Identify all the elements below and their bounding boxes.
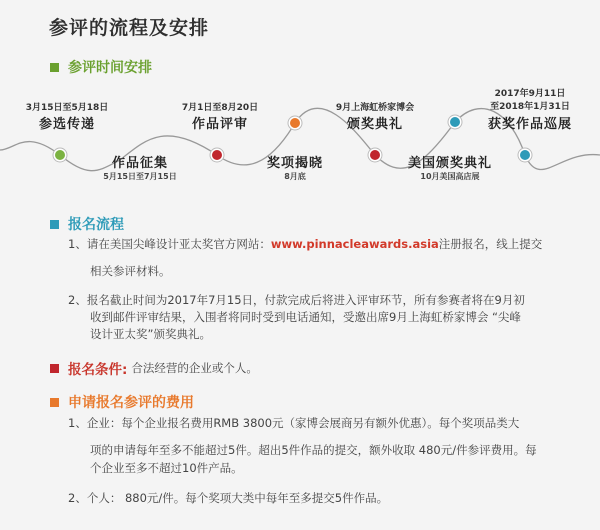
registration-item-2-line3: 设计亚太奖”颁奖典礼。: [90, 327, 211, 341]
fees-section-header: [50, 392, 194, 412]
milestone-6-name: 美国颁奖典礼: [407, 156, 492, 171]
registration-item-2-line2: 收到邮件评审结果，入围者将同时受到电话通知，受邀出席9月上海虹桥家博会 “尖峰: [90, 310, 521, 324]
registration-item-1: [68, 235, 588, 253]
milestone-5-date: 9月上海虹桥家博会: [335, 103, 415, 113]
milestone-5-name: 颁奖典礼: [346, 117, 403, 132]
red-square-icon: [50, 364, 59, 373]
timeline-dot-5: [448, 115, 462, 129]
milestone-1-name: 参选传递: [38, 117, 95, 132]
milestone-7-date-line1: 2017年9月11日: [494, 89, 566, 99]
milestone-2-date: 5月15日至7月15日: [103, 172, 177, 181]
timeline-dot-2: [210, 148, 224, 162]
fees-item-1-line1: 1、企业：每个企业报名费用RMB 3800元（家博会展商另有额外优惠）。每个奖项品类大: [68, 416, 520, 430]
fees-item-1-line3: 个企业至多不超过10件产品。: [90, 461, 243, 475]
fees-item-2-line1: 2、个人： 880元/件。每个奖项大类中每年至多提交5件作品。: [68, 491, 389, 505]
timeline-dot-6: [518, 148, 532, 162]
registration-section-header: [50, 214, 124, 234]
milestone-3-name: 作品评审: [191, 117, 248, 132]
registration-item-2-line1: 2、报名截止时间为2017年7月15日，付款完成后将进入评审环节，所有参赛者将在9月初: [68, 293, 525, 307]
timeline-dot-4: [368, 148, 382, 162]
timeline-dot-1: [53, 148, 67, 162]
website-link[interactable]: www.pinnacleawards.asia: [270, 237, 439, 251]
milestone-4-name: 奖项揭晓: [266, 156, 323, 171]
milestone-4-date: 8月底: [284, 172, 306, 181]
timeline-dot-3: [288, 116, 302, 130]
page-title: 参评的流程及安排: [49, 17, 210, 39]
milestone-2-name: 作品征集: [111, 156, 168, 171]
milestone-1-date: 3月15日至5月18日: [25, 103, 109, 113]
fees-heading: 申请报名参评的费用: [68, 395, 194, 411]
registration-heading: 报名流程: [68, 217, 124, 233]
blue-square-icon: [50, 220, 59, 229]
conditions-heading: 报名条件:: [68, 362, 128, 378]
orange-square-icon: [50, 398, 59, 407]
fees-item-1-line2: 项的申请每年至多不能超过5件。超出5件作品的提交，额外收取 480元/件参评费用。每: [90, 443, 537, 457]
milestone-7-name: 获奖作品巡展: [487, 117, 572, 132]
registration-item-1-suffix: 注册报名，线上提交: [438, 237, 543, 251]
milestone-3-date: 7月1日至8月20日: [181, 103, 259, 113]
registration-item-1-line2: 相关参评材料。: [90, 264, 171, 278]
milestone-6-date: 10月美国高店展: [420, 172, 480, 181]
conditions-text: 合法经营的企业或个人。: [131, 361, 258, 375]
conditions-section: [50, 358, 258, 378]
schedule-heading: 参评时间安排: [68, 60, 152, 76]
registration-item-1-prefix: 1、请在美国尖峰设计亚太奖官方网站：: [68, 237, 271, 251]
milestone-7-date-line2: 至2018年1月31日: [490, 102, 570, 112]
